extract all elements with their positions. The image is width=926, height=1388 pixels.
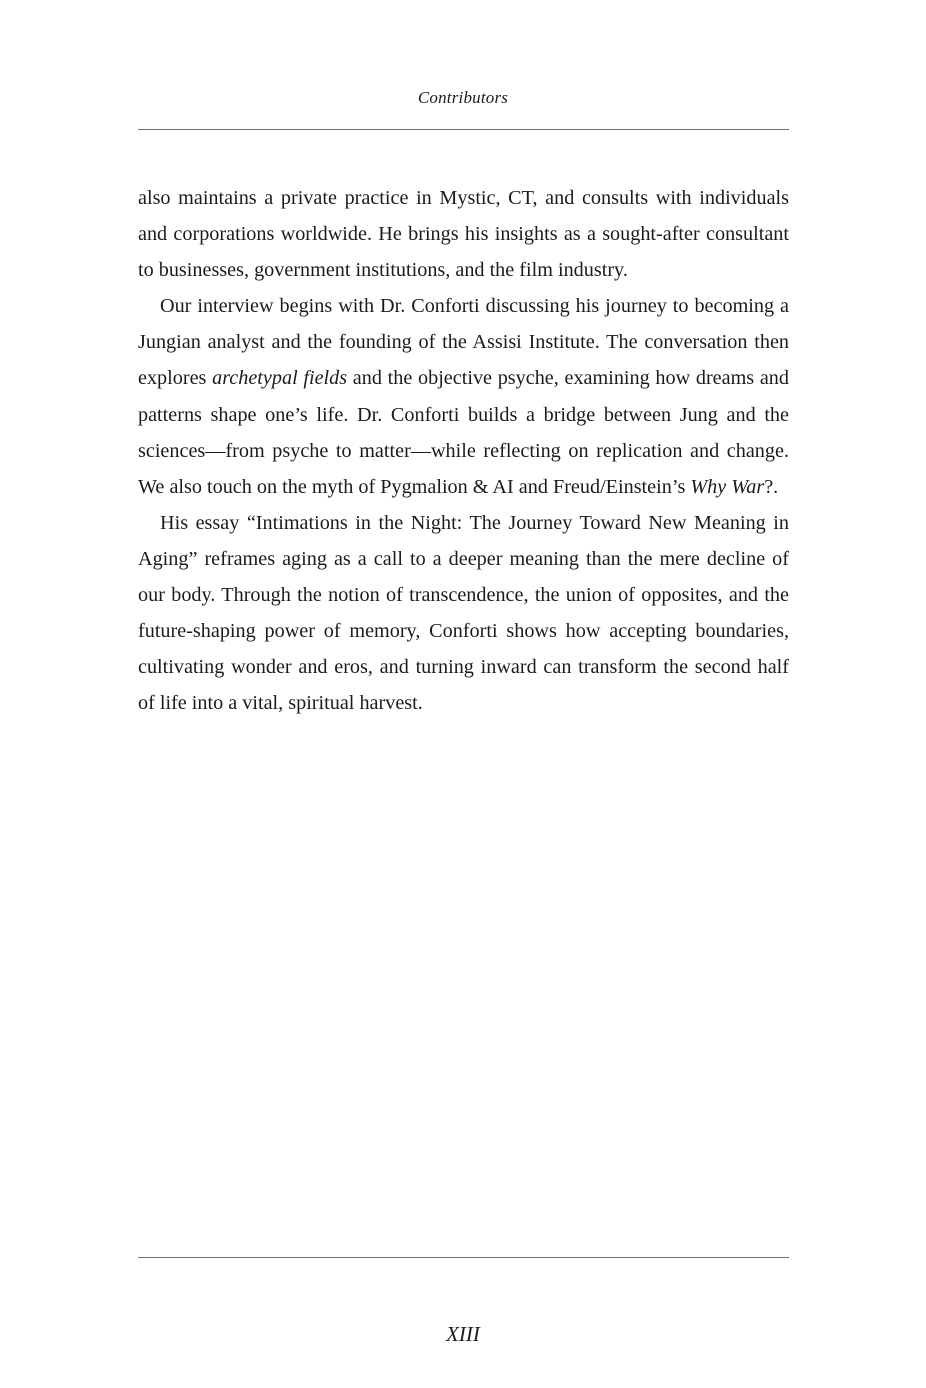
page-number: XIII [446, 1322, 480, 1346]
italic-title-why-war: Why War [690, 475, 765, 498]
paragraph-2 [138, 288, 789, 505]
running-head: Contributors [417, 88, 509, 107]
paragraph-2-text-c: ?. [764, 475, 779, 498]
paragraph-3: His essay “Intimations in the Night: The Journey Toward New Meaning in Aging” reframes aging as a call to a deeper meaning than the mere decline of our body. Through the notion of transcendence, the union of opposites, and the future-shaping power of memory, Conforti shows how accepting boundaries, cultivating wonder and eros, and turning inward can transform the second half of life into a vital, spiritual harvest. [138, 511, 789, 715]
footer-rule [138, 1257, 789, 1258]
paragraph-2-text-a: Our interview begins with Dr. Conforti discussing his journey to becoming a Jungian analyst and the founding of the Assisi Institute. The conversation then explores [138, 295, 789, 390]
body-text [138, 180, 789, 721]
header-rule [138, 129, 789, 130]
italic-term-archetypal-fields: archetypal fields [212, 367, 348, 390]
paragraph-1: also maintains a private practice in Mystic, CT, and consults with individuals and corporations worldwide. He brings his insights as a sought-after consultant to businesses, government institutions, and the film industry. [138, 187, 789, 282]
paragraph-2-text-b: and the objective psyche, examining how dreams and patterns shape one’s life. Dr. Conforti builds a bridge between Jung and the sciences—from psyche to matter—while reflecting on replication and change. We also touch on the myth of Pygmalion & AI and Freud/Einstein’s [138, 367, 789, 498]
